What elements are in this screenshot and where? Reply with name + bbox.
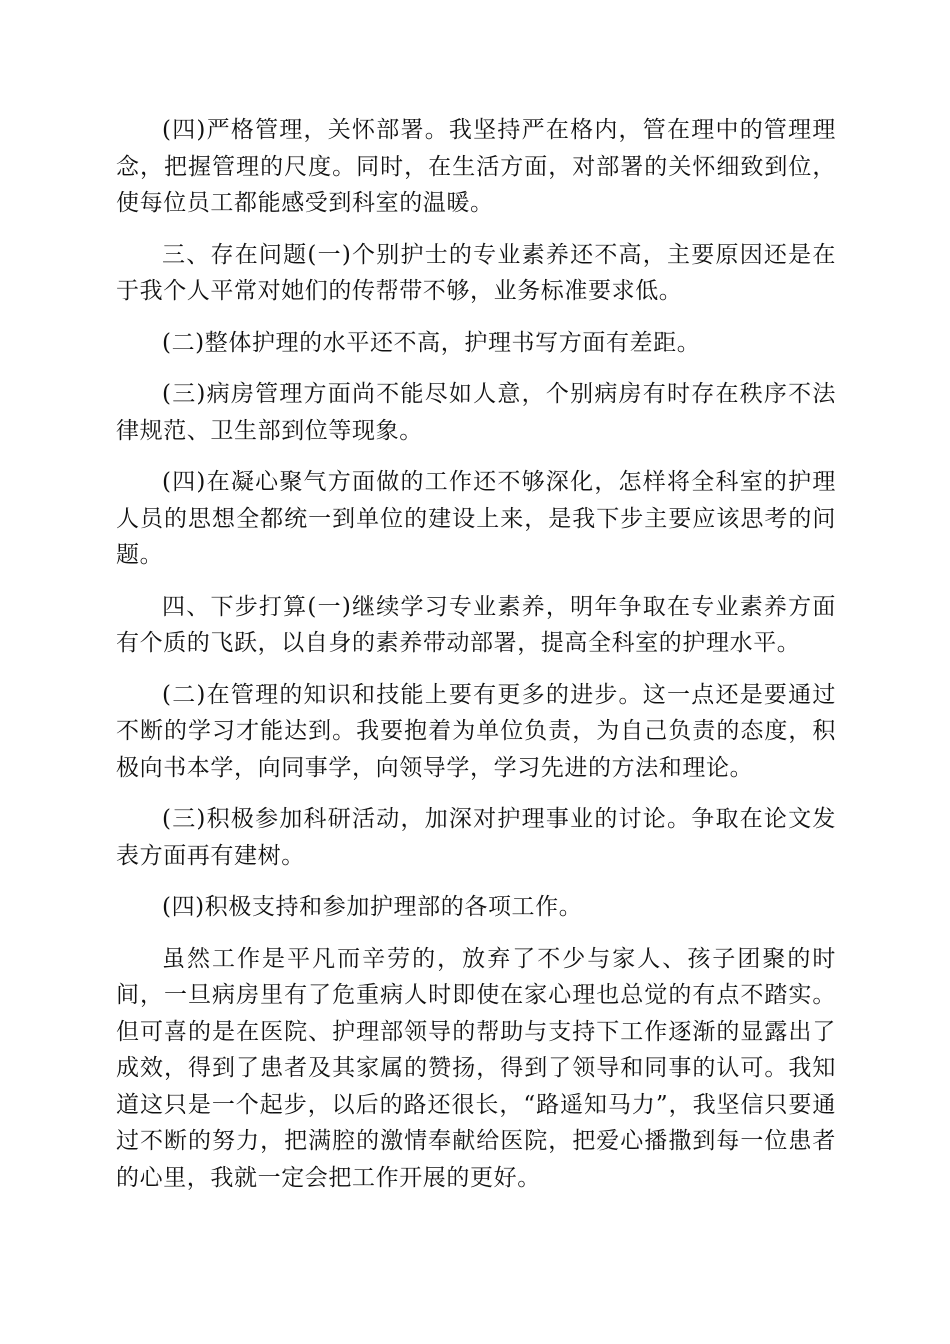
paragraph-existing-problems: 三、存在问题(一)个别护士的专业素养还不高，主要原因还是在于我个人平常对她们的传帮带不够，业务标准要求低。 xyxy=(116,241,836,304)
paragraph-research: (三)积极参加科研活动，加深对护理事业的讨论。争取在论文发表方面再有建树。 xyxy=(116,806,836,869)
document-page xyxy=(116,112,836,1211)
paragraph-management-skills: (二)在管理的知识和技能上要有更多的进步。这一点还是要通过不断的学习才能达到。我要抱着为单位负责，为自己负责的态度，积极向书本学，向同事学，向领导学，学习先进的方法和理论。 xyxy=(116,681,836,781)
paragraph-strict-management: (四)严格管理，关怀部署。我坚持严在格内，管在理中的管理理念，把握管理的尺度。同时，在生活方面，对部署的关怀细致到位，使每位员工都能感受到科室的温暖。 xyxy=(116,117,836,216)
paragraph-conclusion: 虽然工作是平凡而辛劳的，放弃了不少与家人、孩子团聚的时间，一旦病房里有了危重病人时即使在家心理也总觉的有点不踏实。但可喜的是在医院、护理部领导的帮助与支持下工作逐渐的显露出了成效，得到了患者及其家属的赞扬，得到了领导和同事的认可。我知道这只是一个起步，以后的路还很长，“路遥知马力”，我坚信只要通过不断的努力，把满腔的激情奉献给医院，把爱心播撒到每一位患者的心里，我就一定会把工作开展的更好。 xyxy=(116,945,836,1191)
paragraph-ward-management: (三)病房管理方面尚不能尽如人意，个别病房有时存在秩序不法律规范、卫生部到位等现象。 xyxy=(116,381,836,444)
paragraph-cohesion: (四)在凝心聚气方面做的工作还不够深化，怎样将全科室的护理人员的思想全都统一到单位的建设上来，是我下步主要应该思考的问题。 xyxy=(116,469,836,568)
paragraph-next-plans: 四、下步打算(一)继续学习专业素养，明年争取在专业素养方面有个质的飞跃，以自身的素养带动部署，提高全科室的护理水平。 xyxy=(116,593,836,656)
paragraph-support-nursing-dept: (四)积极支持和参加护理部的各项工作。 xyxy=(162,894,583,920)
paragraph-overall-nursing: (二)整体护理的水平还不高，护理书写方面有差距。 xyxy=(162,329,701,356)
